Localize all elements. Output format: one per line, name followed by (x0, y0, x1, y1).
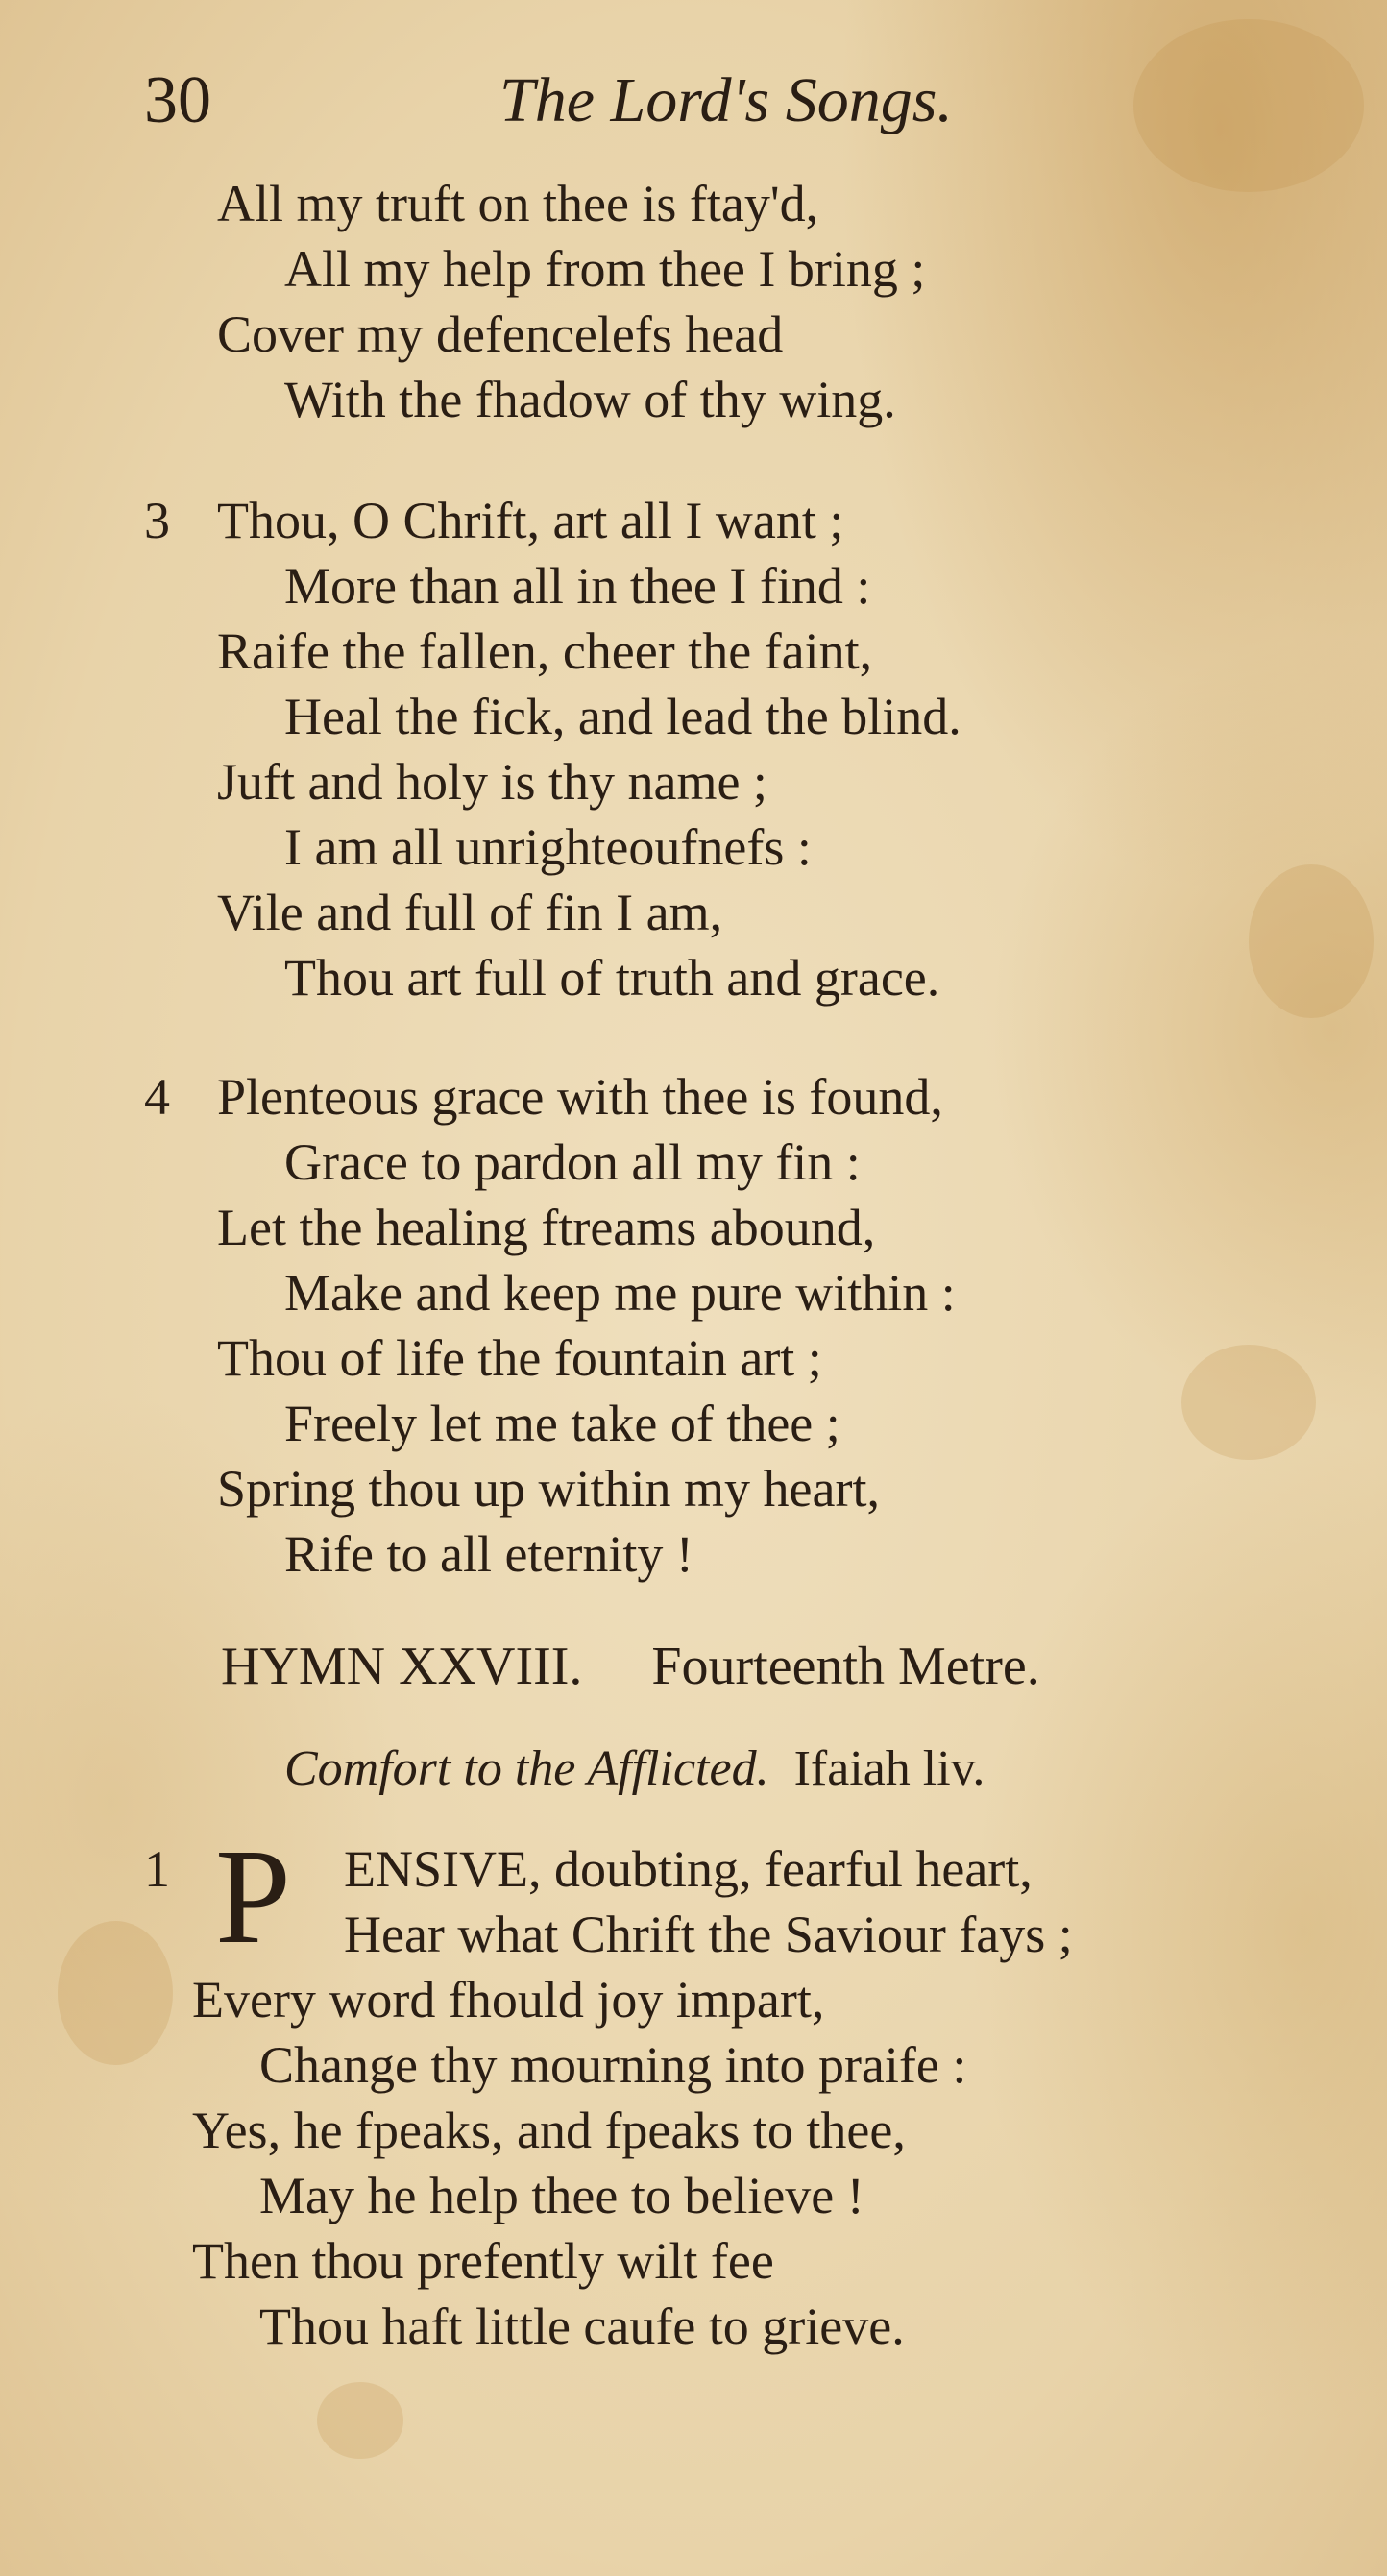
hymn-line: All my truft on thee is ftay'd, (217, 175, 819, 232)
hymn-subtitle-italic: Comfort to the Afflicted. (284, 1741, 769, 1796)
hymn-line: Change thy mourning into praife : (259, 2036, 967, 2094)
hymn-number: HYMN XXVIII. (221, 1637, 583, 1696)
scripture-reference: Ifaiah liv. (793, 1741, 986, 1796)
hymn-line: I am all unrighteoufnefs : (284, 818, 812, 876)
hymn-line: Cover my defencelefs head (217, 305, 784, 363)
hymn-line: Thou, O Chrift, art all I want ; (217, 492, 844, 549)
hymn-line: Raife the fallen, cheer the faint, (217, 622, 873, 680)
hymn-title (221, 1633, 1040, 1700)
hymn-line: Make and keep me pure within : (284, 1264, 956, 1322)
hymn-line: Freely let me take of thee ; (284, 1395, 840, 1452)
hymn-line: Plenteous grace with thee is found, (217, 1068, 943, 1126)
page-header (144, 58, 1201, 144)
hymn-line: More than all in thee I find : (284, 557, 871, 615)
hymn-line: Thou of life the fountain art ; (217, 1329, 822, 1387)
hymn-line: ENSIVE, doubting, fearful heart, (344, 1840, 1033, 1898)
hymn-line: Heal the fick, and lead the blind. (284, 688, 961, 745)
hymn-line: Let the healing ftreams abound, (217, 1199, 876, 1256)
hymn-line: Thou haft little caufe to grieve. (259, 2297, 905, 2355)
hymn-line: Hear what Chrift the Saviour fays ; (344, 1906, 1073, 1963)
hymn-line: Thou art full of truth and grace. (284, 949, 940, 1007)
page-number: 30 (144, 63, 211, 137)
hymn-line: Every word fhould joy impart, (192, 1971, 825, 2029)
verse-number: 3 (144, 492, 170, 549)
hymn-line: All my help from thee I bring ; (284, 240, 926, 298)
running-head: The Lord's Songs. (499, 65, 953, 135)
hymn-line: Spring thou up within my heart, (217, 1460, 880, 1518)
hymn-line: Grace to pardon all my fin : (284, 1133, 861, 1191)
verse-number: 1 (144, 1840, 170, 1898)
hymn-subtitle (284, 1737, 985, 1802)
hymn-line: Vile and full of fin I am, (217, 884, 723, 941)
drop-cap: P (215, 1820, 291, 1972)
hymn-line: Yes, he fpeaks, and fpeaks to thee, (192, 2102, 906, 2159)
hymn-line: May he help thee to believe ! (259, 2167, 864, 2224)
hymn-line: Rife to all eternity ! (284, 1525, 694, 1583)
hymn-line: Then thou prefently wilt fee (192, 2232, 774, 2290)
hymn-metre: Fourteenth Metre. (651, 1637, 1040, 1696)
hymn-line: With the fhadow of thy wing. (284, 371, 896, 428)
hymn-line: Juft and holy is thy name ; (217, 753, 767, 811)
verse-number: 4 (144, 1068, 170, 1126)
